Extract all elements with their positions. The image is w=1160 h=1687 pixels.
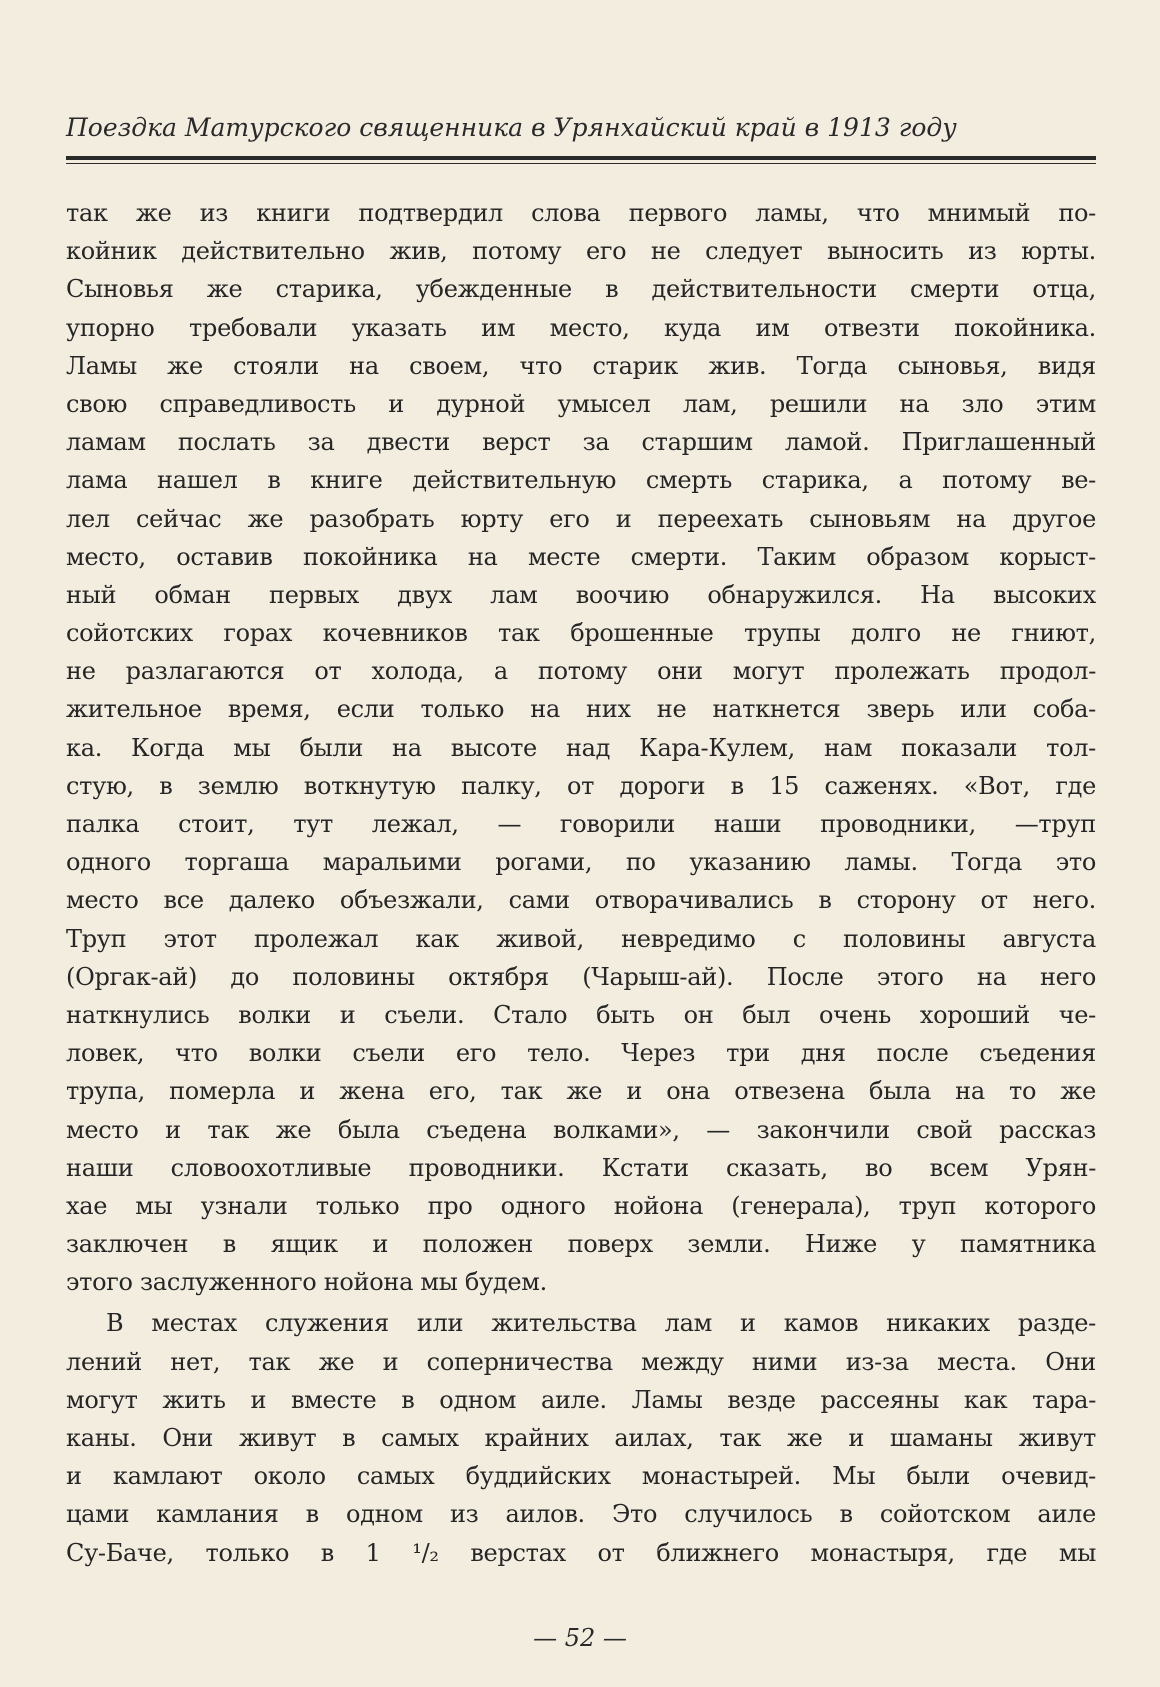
text-line: свою справедливость и дурной умысел лам, решили на зло этим <box>66 389 1096 418</box>
running-title: Поездка Матурского священника в Урянхайский край в 1913 году <box>66 113 957 142</box>
text-line: лел сейчас же разобрать юрту его и переехать сыновьям на другое <box>66 504 1096 533</box>
header-rule-thin <box>66 163 1096 164</box>
text-line: могут жить и вместе в одном аиле. Ламы везде рассеяны как тара- <box>66 1385 1096 1414</box>
text-line: наши словоохотливые проводники. Кстати сказать, во всем Урян- <box>66 1153 1096 1182</box>
text-line: каны. Они живут в самых крайних аилах, так же и шаманы живут <box>66 1424 1096 1452</box>
text-line: Труп этот пролежал как живой, невредимо с половины августа <box>66 924 1096 953</box>
header-rule-thick <box>66 156 1096 160</box>
text-line: лама нашел в книге действительную смерть старика, а потому ве- <box>66 466 1096 495</box>
text-line: ный обман первых двух лам воочию обнаружился. На высоких <box>66 580 1096 609</box>
text-line: Ламы же стояли на своем, что старик жив. Тогда сыновья, видя <box>66 351 1096 380</box>
text-line: лений нет, так же и соперничества между ними из-за места. Они <box>66 1347 1096 1376</box>
text-line: и камлают около самых буддийских монастырей. Мы были очевид- <box>66 1462 1096 1491</box>
text-line: сойотских горах кочевников так брошенные трупы долго не гниют, <box>66 619 1096 648</box>
paragraph-end-line: этого заслуженного нойона мы будем. <box>66 1268 547 1297</box>
text-line: жительное время, если только на них не наткнется зверь или соба- <box>66 695 1096 724</box>
text-line: упорно требовали указать им место, куда им отвезти покойника. <box>66 313 1096 342</box>
text-line: не разлагаются от холода, а потому они могут пролежать продол- <box>66 657 1096 686</box>
text-line: (Оргак-ай) до половины октября (Чарыш-ай). После этого на него <box>66 962 1096 991</box>
text-line: трупа, померла и жена его, так же и она отвезена была на то же <box>66 1077 1096 1106</box>
page-number: — 52 — <box>533 1624 627 1652</box>
text-line: ламам послать за двести верст за старшим ламой. Приглашенный <box>66 428 1096 457</box>
text-line: палка стоит, тут лежал, — говорили наши проводники, —труп <box>66 810 1096 838</box>
text-line: Сыновья же старика, убежденные в действительности смерти отца, <box>66 275 1096 304</box>
text-line: место и так же была съедена волками», — закончили свой рассказ <box>66 1115 1096 1144</box>
text-line: место, оставив покойника на месте смерти. Таким образом корыст- <box>66 542 1096 571</box>
text-line: заключен в ящик и положен поверх земли. Ниже у памятника <box>66 1230 1096 1259</box>
paragraph-start-line: В местах служения или жительства лам и камов никаких разде- <box>106 1309 1096 1338</box>
text-line: наткнулись волки и съели. Стало быть он был очень хороший че- <box>66 1000 1096 1029</box>
text-line: ка. Когда мы были на высоте над Кара-Кулем, нам показали тол- <box>66 733 1096 762</box>
text-line: одного торгаша маральими рогами, по указанию ламы. Тогда это <box>66 848 1096 877</box>
text-line: ловек, что волки съели его тело. Через три дня после съедения <box>66 1039 1096 1068</box>
text-line: стую, в землю воткнутую палку, от дороги в 15 саженях. «Вот, где <box>66 771 1096 800</box>
text-line: хае мы узнали только про одного нойона (генерала), труп которого <box>66 1191 1096 1220</box>
body-text <box>66 194 1096 1572</box>
text-line: цами камлания в одном из аилов. Это случилось в сойотском аиле <box>66 1500 1096 1529</box>
text-line: место все далеко объезжали, сами отворачивались в сторону от него. <box>66 886 1096 915</box>
text-line: Су-Баче, только в 1 ¹/₂ верстах от ближнего монастыря, где мы <box>66 1538 1096 1567</box>
text-line: койник действительно жив, потому его не следует выносить из юрты. <box>66 237 1096 266</box>
text-line: так же из книги подтвердил слова первого ламы, что мнимый по- <box>66 199 1096 227</box>
